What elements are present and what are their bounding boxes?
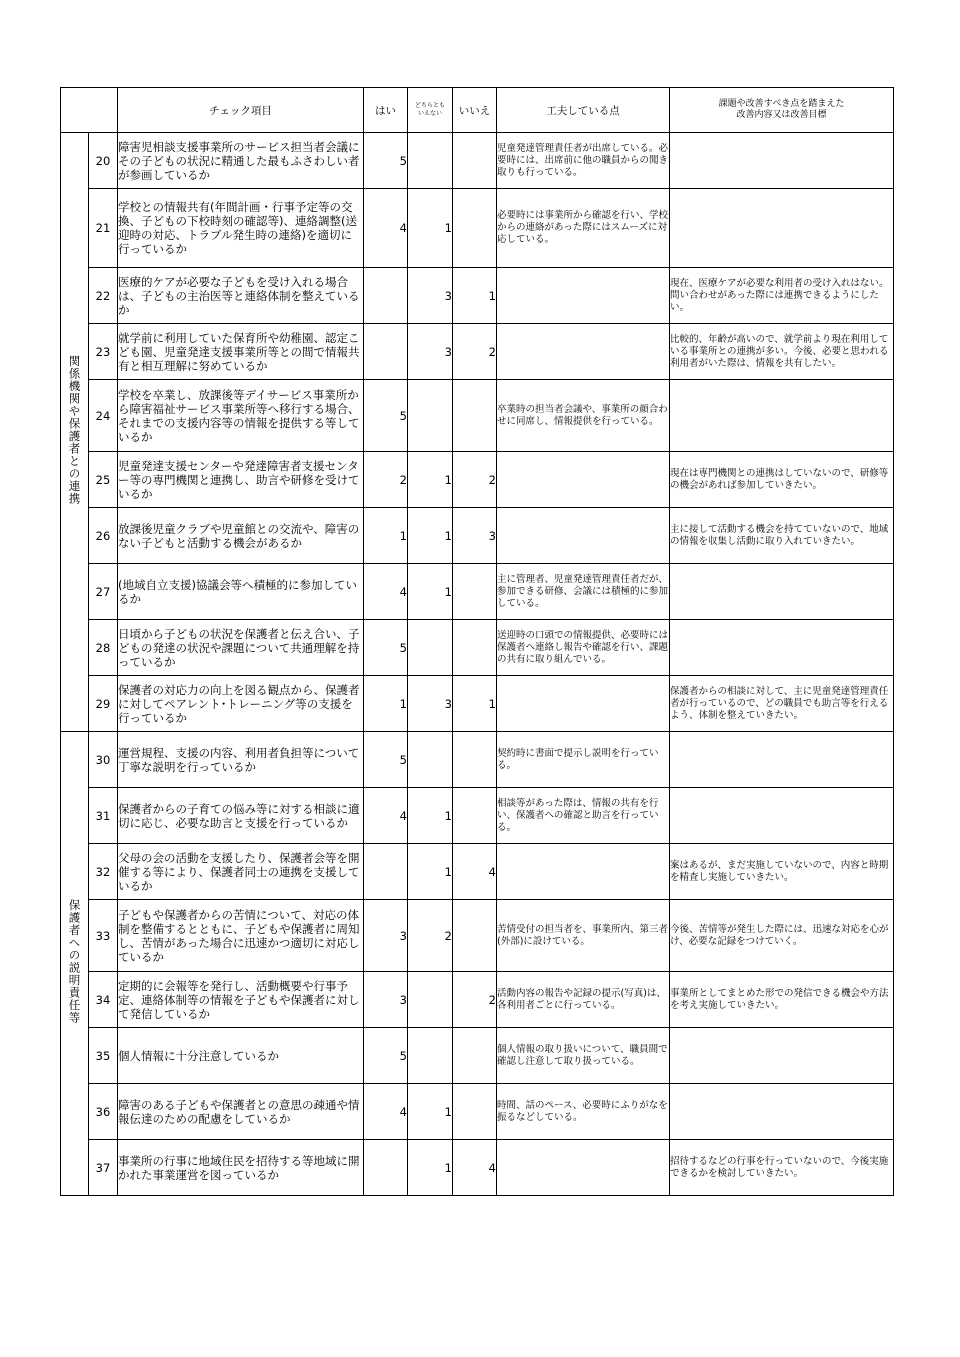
no-count bbox=[453, 620, 497, 676]
row-number: 20 bbox=[89, 133, 118, 189]
goal-text: 現在は専門機関との連携はしていないので、研修等の機会があれば参加していきたい。 bbox=[670, 452, 894, 508]
table-row bbox=[61, 268, 894, 324]
table-row bbox=[61, 508, 894, 564]
category-label: 関係機関や保護者との連携 bbox=[67, 355, 82, 505]
row-number: 26 bbox=[89, 508, 118, 564]
effort-text: 児童発達管理責任者が出席している。必要時には、出席前に他の職員からの聞き取りも行っている。 bbox=[497, 133, 670, 189]
table-row bbox=[61, 972, 894, 1028]
check-item: 事業所の行事に地域住民を招待する等地域に開かれた事業運営を図っているか bbox=[118, 1140, 364, 1196]
effort-text: 卒業時の担当者会議や、事業所の顔合わせに同席し、情報提供を行っている。 bbox=[497, 380, 670, 452]
table-row bbox=[61, 844, 894, 900]
no-count bbox=[453, 133, 497, 189]
effort-text bbox=[497, 324, 670, 380]
effort-text bbox=[497, 268, 670, 324]
no-count bbox=[453, 732, 497, 788]
goal-text: 現在、医療ケアが必要な利用者の受け入れはない。問い合わせがあった際には連携できるようにしたい。 bbox=[670, 268, 894, 324]
goal-text bbox=[670, 732, 894, 788]
row-number: 31 bbox=[89, 788, 118, 844]
no-count bbox=[453, 564, 497, 620]
no-count: 4 bbox=[453, 844, 497, 900]
effort-text: 契約時に書面で提示し説明を行っている。 bbox=[497, 732, 670, 788]
neither-count: 1 bbox=[408, 452, 453, 508]
check-item: 就学前に利用していた保育所や幼稚園、認定こども園、児童発達支援事業所等との間で情報共有と相互理解に努めているか bbox=[118, 324, 364, 380]
yes-count: 5 bbox=[364, 620, 408, 676]
no-count: 2 bbox=[453, 452, 497, 508]
neither-count: 1 bbox=[408, 1084, 453, 1140]
neither-count: 3 bbox=[408, 676, 453, 732]
check-item: 児童発達支援センターや発達障害者支援センター等の専門機関と連携し、助言や研修を受けているか bbox=[118, 452, 364, 508]
neither-count bbox=[408, 380, 453, 452]
yes-count: 4 bbox=[364, 564, 408, 620]
header-yes: はい bbox=[364, 88, 408, 133]
check-item: 学校との情報共有(年間計画・行事予定等の交換、子どもの下校時刻の確認等)、連絡調整(送迎時の対応、トラブル発生時の連絡)を適切に行っているか bbox=[118, 189, 364, 268]
yes-count: 5 bbox=[364, 133, 408, 189]
yes-count: 4 bbox=[364, 788, 408, 844]
table-row bbox=[61, 788, 894, 844]
check-item: 定期的に会報等を発行し、活動概要や行事予定、連絡体制等の情報を子どもや保護者に対して発信しているか bbox=[118, 972, 364, 1028]
table-row bbox=[61, 676, 894, 732]
no-count: 4 bbox=[453, 1140, 497, 1196]
effort-text: 苦情受付の担当者を、事業所内、第三者(外部)に設けている。 bbox=[497, 900, 670, 972]
effort-text bbox=[497, 1140, 670, 1196]
effort-text: 相談等があった際は、情報の共有を行い、保護者への確認と助言を行っている。 bbox=[497, 788, 670, 844]
check-item: 医療的ケアが必要な子どもを受け入れる場合は、子どもの主治医等と連絡体制を整えているか bbox=[118, 268, 364, 324]
goal-text bbox=[670, 380, 894, 452]
yes-count: 5 bbox=[364, 732, 408, 788]
no-count: 1 bbox=[453, 268, 497, 324]
goal-text: 招待するなどの行事を行っていないので、今後実施できるかを検討していきたい。 bbox=[670, 1140, 894, 1196]
check-item: 学校を卒業し、放課後等デイサービス事業所から障害福祉サービス事業所等へ移行する場合、それまでの支援内容等の情報を提供する等しているか bbox=[118, 380, 364, 452]
row-number: 22 bbox=[89, 268, 118, 324]
no-count: 1 bbox=[453, 676, 497, 732]
effort-text: 主に管理者、児童発達管理責任者だが、参加できる研修、会議には積極的に参加している。 bbox=[497, 564, 670, 620]
row-number: 29 bbox=[89, 676, 118, 732]
category-label: 保護者への説明責任等 bbox=[67, 899, 82, 1024]
neither-count: 1 bbox=[408, 564, 453, 620]
table-row bbox=[61, 1084, 894, 1140]
goal-text: 今後、苦情等が発生した際には、迅速な対応を心がけ、必要な記録をつけていく。 bbox=[670, 900, 894, 972]
check-item: 障害のある子どもや保護者との意思の疎通や情報伝達のための配慮をしているか bbox=[118, 1084, 364, 1140]
yes-count: 3 bbox=[364, 972, 408, 1028]
neither-count: 2 bbox=[408, 900, 453, 972]
table-row bbox=[61, 1140, 894, 1196]
goal-text: 比較的、年齢が高いので、就学前より現在利用している事業所との連携が多い。今後、必要と思われる利用者がいた際は、情報を共有したい。 bbox=[670, 324, 894, 380]
row-number: 30 bbox=[89, 732, 118, 788]
effort-text: 個人情報の取り扱いについて、職員間で確認し注意して取り扱っている。 bbox=[497, 1028, 670, 1084]
row-number: 35 bbox=[89, 1028, 118, 1084]
effort-text: 時間、話のペース、必要時にふりがなを振るなどしている。 bbox=[497, 1084, 670, 1140]
yes-count bbox=[364, 844, 408, 900]
yes-count: 5 bbox=[364, 1028, 408, 1084]
table-row bbox=[61, 189, 894, 268]
check-item: (地域自立支援)協議会等へ積極的に参加しているか bbox=[118, 564, 364, 620]
table-body bbox=[61, 88, 894, 1196]
row-number: 34 bbox=[89, 972, 118, 1028]
effort-text bbox=[497, 508, 670, 564]
header-goal: 課題や改善すべき点を踏まえた 改善内容又は改善目標 bbox=[670, 88, 894, 133]
effort-text bbox=[497, 452, 670, 508]
no-count bbox=[453, 189, 497, 268]
table-row bbox=[61, 133, 894, 189]
goal-text bbox=[670, 189, 894, 268]
neither-count bbox=[408, 133, 453, 189]
table-row bbox=[61, 324, 894, 380]
goal-text bbox=[670, 133, 894, 189]
header-effort: 工夫している点 bbox=[497, 88, 670, 133]
effort-text: 送迎時の口頭での情報提供、必要時には保護者へ連絡し報告や確認を行い、課題の共有に取り組んでいる。 bbox=[497, 620, 670, 676]
header-item: チェック項目 bbox=[118, 88, 364, 133]
yes-count: 4 bbox=[364, 189, 408, 268]
neither-count: 1 bbox=[408, 1140, 453, 1196]
neither-count: 3 bbox=[408, 324, 453, 380]
no-count bbox=[453, 1084, 497, 1140]
goal-text: 事業所としてまとめた形での発信できる機会や方法を考え実施していきたい。 bbox=[670, 972, 894, 1028]
goal-text bbox=[670, 620, 894, 676]
no-count bbox=[453, 788, 497, 844]
neither-count bbox=[408, 1028, 453, 1084]
table-row bbox=[61, 564, 894, 620]
effort-text: 活動内容の報告や記録の提示(写真)は、各利用者ごとに行っている。 bbox=[497, 972, 670, 1028]
no-count: 2 bbox=[453, 324, 497, 380]
goal-text: 保護者からの相談に対して、主に児童発達管理責任者が行っているので、どの職員でも助言等を行えるよう、体制を整えていきたい。 bbox=[670, 676, 894, 732]
effort-text bbox=[497, 844, 670, 900]
table-row bbox=[61, 1028, 894, 1084]
check-item: 個人情報に十分注意しているか bbox=[118, 1028, 364, 1084]
yes-count: 3 bbox=[364, 900, 408, 972]
table-row bbox=[61, 732, 894, 788]
goal-text bbox=[670, 788, 894, 844]
check-item: 放課後児童クラブや児童館との交流や、障害のない子どもと活動する機会があるか bbox=[118, 508, 364, 564]
neither-count bbox=[408, 732, 453, 788]
no-count bbox=[453, 1028, 497, 1084]
no-count bbox=[453, 380, 497, 452]
yes-count: 4 bbox=[364, 1084, 408, 1140]
yes-count bbox=[364, 1140, 408, 1196]
row-number: 23 bbox=[89, 324, 118, 380]
goal-text: 案はあるが、まだ実施していないので、内容と時期を精査し実施していきたい。 bbox=[670, 844, 894, 900]
header-no: いいえ bbox=[453, 88, 497, 133]
no-count bbox=[453, 900, 497, 972]
row-number: 28 bbox=[89, 620, 118, 676]
neither-count: 1 bbox=[408, 788, 453, 844]
row-number: 36 bbox=[89, 1084, 118, 1140]
table-row bbox=[61, 380, 894, 452]
check-item: 保護者からの子育ての悩み等に対する相談に適切に応じ、必要な助言と支援を行っているか bbox=[118, 788, 364, 844]
neither-count: 1 bbox=[408, 508, 453, 564]
row-number: 25 bbox=[89, 452, 118, 508]
neither-count: 3 bbox=[408, 268, 453, 324]
goal-text bbox=[670, 1084, 894, 1140]
row-number: 24 bbox=[89, 380, 118, 452]
effort-text: 必要時には事業所から確認を行い、学校からの連絡があった際にはスムーズに対応している。 bbox=[497, 189, 670, 268]
header-blank bbox=[61, 88, 118, 133]
evaluation-table bbox=[60, 87, 894, 1196]
yes-count: 1 bbox=[364, 508, 408, 564]
yes-count: 1 bbox=[364, 676, 408, 732]
neither-count bbox=[408, 972, 453, 1028]
goal-text: 主に接して活動する機会を持てていないので、地域の情報を収集し活動に取り入れていきたい。 bbox=[670, 508, 894, 564]
check-item: 日頃から子どもの状況を保護者と伝え合い、子どもの発達の状況や課題について共通理解を持っているか bbox=[118, 620, 364, 676]
neither-count: 1 bbox=[408, 844, 453, 900]
category-cell bbox=[61, 133, 89, 732]
neither-count: 1 bbox=[408, 189, 453, 268]
row-number: 27 bbox=[89, 564, 118, 620]
row-number: 33 bbox=[89, 900, 118, 972]
check-item: 運営規程、支援の内容、利用者負担等について丁寧な説明を行っているか bbox=[118, 732, 364, 788]
yes-count: 2 bbox=[364, 452, 408, 508]
goal-text bbox=[670, 564, 894, 620]
goal-text bbox=[670, 1028, 894, 1084]
no-count: 3 bbox=[453, 508, 497, 564]
header-row bbox=[61, 88, 894, 133]
table-row bbox=[61, 900, 894, 972]
row-number: 21 bbox=[89, 189, 118, 268]
header-neither: どちらとも いえない bbox=[408, 88, 453, 133]
neither-count bbox=[408, 620, 453, 676]
check-item: 子どもや保護者からの苦情について、対応の体制を整備するとともに、子どもや保護者に周知し、苦情があった場合に迅速かつ適切に対応しているか bbox=[118, 900, 364, 972]
row-number: 37 bbox=[89, 1140, 118, 1196]
no-count: 2 bbox=[453, 972, 497, 1028]
check-item: 父母の会の活動を支援したり、保護者会等を開催する等により、保護者同士の連携を支援しているか bbox=[118, 844, 364, 900]
yes-count bbox=[364, 268, 408, 324]
table-row bbox=[61, 452, 894, 508]
category-cell bbox=[61, 732, 89, 1196]
row-number: 32 bbox=[89, 844, 118, 900]
effort-text bbox=[497, 676, 670, 732]
table-row bbox=[61, 620, 894, 676]
yes-count bbox=[364, 324, 408, 380]
yes-count: 5 bbox=[364, 380, 408, 452]
check-item: 障害児相談支援事業所のサービス担当者会議にその子どもの状況に精通した最もふさわしい者が参画しているか bbox=[118, 133, 364, 189]
check-item: 保護者の対応力の向上を図る観点から、保護者に対してペアレント･トレーニング等の支援を行っているか bbox=[118, 676, 364, 732]
